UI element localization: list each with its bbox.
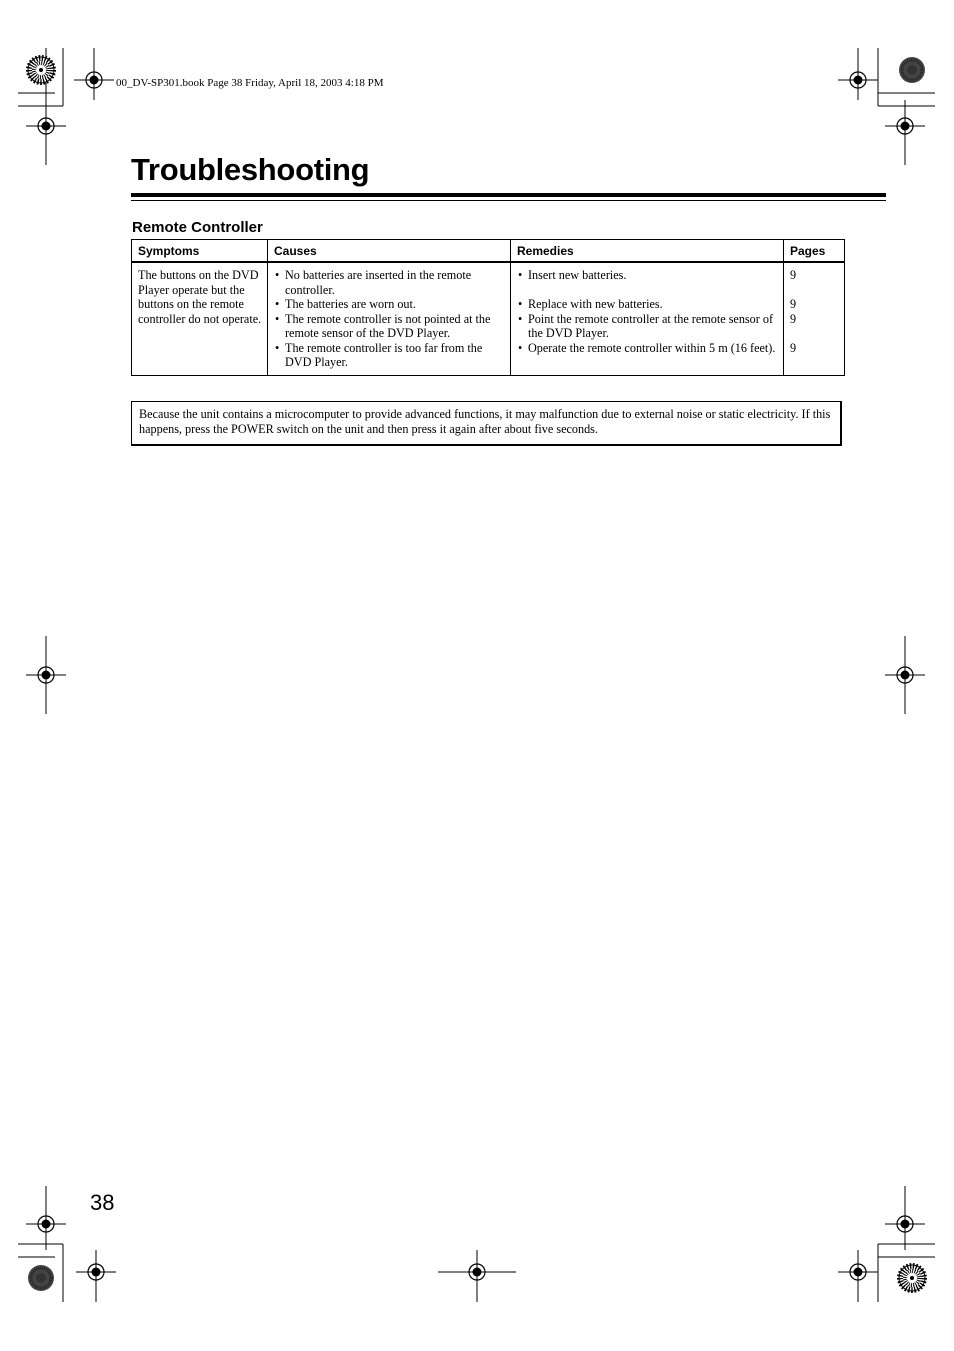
symptom-cell: The buttons on the DVD Player operate but the buttons on the remote controller do not operate. xyxy=(132,262,268,375)
remedy-item: • Point the remote controller at the remote sensor of the DVD Player. xyxy=(517,312,779,341)
cause-item: • The remote controller is too far from the DVD Player. xyxy=(274,341,506,370)
remedy-item: • Operate the remote controller within 5 m (16 feet). xyxy=(517,341,779,356)
page-title: Troubleshooting xyxy=(131,152,370,187)
page-number: 38 xyxy=(90,1190,115,1215)
color-target-icon xyxy=(28,57,54,83)
header-remedies: Remedies xyxy=(511,240,784,263)
cause-item: • No batteries are inserted in the remote controller. xyxy=(274,268,506,297)
gray-target-icon xyxy=(899,57,925,83)
page-ref: 9 xyxy=(790,297,797,311)
cause-item: • The batteries are worn out. xyxy=(274,297,506,312)
gray-target-icon xyxy=(28,1265,54,1291)
page-ref: 9 xyxy=(790,340,797,355)
remedy-item: • Insert new batteries. xyxy=(517,268,779,283)
header-causes: Causes xyxy=(268,240,511,263)
header-pages: Pages xyxy=(784,240,845,263)
page-ref: 9 xyxy=(790,268,797,282)
book-slug: 00_DV-SP301.book Page 38 Friday, April 18, 2003 4:18 PM xyxy=(116,77,384,89)
page-ref: 9 xyxy=(790,311,797,326)
header-symptoms: Symptoms xyxy=(132,240,268,263)
cause-item: • The remote controller is not pointed at the remote sensor of the DVD Player. xyxy=(274,312,506,341)
remedy-item: • Replace with new batteries. xyxy=(517,297,779,312)
color-target-icon xyxy=(899,1265,925,1291)
note-box: Because the unit contains a microcomputer to provide advanced functions, it may malfunction due to external noise or static electricity. If this happens, press the POWER switch on the unit and then press it again after about five seconds. xyxy=(131,401,842,446)
section-heading: Remote Controller xyxy=(132,219,263,236)
